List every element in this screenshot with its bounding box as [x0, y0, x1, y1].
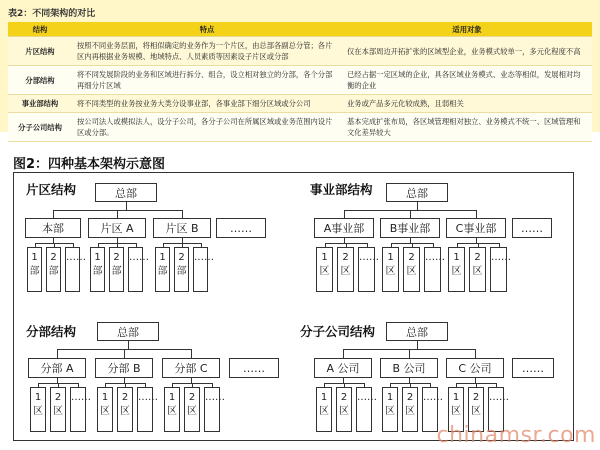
leaf-unit-box [337, 247, 354, 292]
connector-line [476, 210, 477, 218]
leaf-unit-label: 区 [167, 406, 177, 417]
comparison-table [8, 22, 592, 142]
row-target: 基本完成扩张布局，各区域管理相对独立、业务模式不统一、区域管理和文化差异较大 [342, 113, 592, 142]
connector-line [117, 210, 118, 218]
leaf-number: …… [357, 392, 377, 403]
leaf-unit-label: 区 [319, 406, 329, 417]
leaf-unit-box [46, 247, 61, 292]
connector-line [126, 202, 127, 210]
connector-line [343, 349, 344, 358]
leaf-unit-label: 区 [406, 266, 417, 277]
child-node-box: A 公司 [314, 358, 372, 378]
leaf-unit-box [316, 387, 332, 432]
leaf-unit-box [356, 387, 377, 432]
row-feature: 按照不同业务层面，将相似确定的业务作为一个片区，由总部各副总分管；各片区内再根据业务规模、地域特点、人员素质等因素设子片区或分部 [72, 37, 342, 66]
comparison-table-panel [0, 0, 600, 137]
leaf-unit-box [117, 387, 133, 432]
leaf-number: 2 [472, 392, 480, 403]
leaf-unit-box [382, 247, 399, 292]
root-node-box: 总部 [386, 322, 448, 341]
column-header-feature: 特点 [72, 22, 342, 37]
leaf-number: 2 [342, 252, 349, 263]
leaf-number: 2 [50, 252, 57, 263]
leaf-unit-label: 区 [471, 406, 481, 417]
leaf-unit-label: 区 [319, 266, 330, 277]
leaf-unit-box [97, 387, 113, 432]
leaf-unit-label: 部 [48, 266, 59, 277]
leaf-unit-box [90, 247, 105, 292]
leaf-number: 2 [121, 392, 129, 403]
connector-line [53, 210, 54, 218]
leaf-number: 1 [321, 252, 328, 263]
leaf-number: 1 [387, 252, 394, 263]
connector-line [475, 349, 476, 358]
leaf-number: 1 [94, 252, 101, 263]
leaf-number: …… [66, 252, 86, 263]
leaf-unit-box [109, 247, 124, 292]
connector-line [124, 349, 125, 358]
child-node-box: C 公司 [446, 358, 504, 378]
leaf-unit-box [403, 247, 420, 292]
connector-line [410, 210, 411, 218]
leaf-number: 2 [54, 392, 62, 403]
leaf-number: …… [138, 392, 158, 403]
leaf-unit-box [164, 387, 180, 432]
leaf-unit-box [424, 247, 445, 292]
row-feature: 将不同类型的业务按业务大类分设事业部，各事业部下细分区域或分公司 [72, 95, 342, 113]
leaf-number: …… [129, 252, 149, 263]
leaf-unit-label: 部 [176, 266, 187, 277]
leaf-unit-label: 区 [339, 406, 349, 417]
root-node-box: 总部 [97, 322, 159, 341]
leaf-unit-box [336, 387, 352, 432]
leaf-unit-label: 区 [472, 266, 483, 277]
leaf-unit-label: 部 [111, 266, 122, 277]
leaf-number: 2 [406, 392, 414, 403]
connector-line [409, 349, 410, 358]
leaf-number: …… [489, 392, 509, 403]
leaf-unit-label: 区 [451, 266, 462, 277]
leaf-unit-box [27, 247, 42, 292]
section-label-fenbu: 分部结构 [26, 324, 77, 339]
table-title: 表2：不同架构的对比 [8, 9, 96, 19]
watermark-text: chinamsr.com [436, 423, 596, 448]
section-label-fenzi: 分子公司结构 [300, 324, 376, 339]
leaf-unit-box [469, 247, 486, 292]
leaf-unit-box [137, 387, 158, 432]
leaf-unit-box [174, 247, 189, 292]
table-row [8, 37, 592, 66]
connector-line [53, 210, 183, 211]
child-node-box: A事业部 [314, 218, 374, 238]
child-node-box: 片区 B [153, 218, 211, 238]
figure-title: 图2：四种基本架构示意图 [13, 157, 166, 172]
table-header-row [8, 22, 592, 37]
child-node-box: 本部 [25, 218, 81, 238]
leaf-unit-box [382, 387, 398, 432]
leaf-unit-label: 区 [187, 406, 197, 417]
table-row [8, 95, 592, 113]
connector-line [182, 210, 183, 218]
row-structure-name: 片区结构 [8, 37, 72, 66]
leaf-unit-box [402, 387, 418, 432]
leaf-number: …… [491, 252, 511, 263]
child-node-box: 片区 A [88, 218, 146, 238]
leaf-unit-label: 区 [405, 406, 415, 417]
leaf-unit-box [70, 387, 91, 432]
leaf-number: 1 [453, 252, 460, 263]
leaf-number: 1 [159, 252, 166, 263]
leaf-unit-label: 区 [451, 406, 461, 417]
row-feature: 将不同发展阶段的业务和区域进行拆分、组合，设立相对独立的分部，各个分部再细分片区域 [72, 66, 342, 95]
ellipsis-node-box: …… [512, 358, 554, 378]
leaf-unit-label: 区 [120, 406, 130, 417]
leaf-unit-label: 部 [29, 266, 40, 277]
leaf-unit-box [155, 247, 170, 292]
leaf-unit-box [30, 387, 46, 432]
leaf-unit-box [65, 247, 86, 292]
table-row [8, 66, 592, 95]
leaf-number: 1 [31, 252, 38, 263]
leaf-number: 2 [113, 252, 120, 263]
leaf-unit-box [316, 247, 333, 292]
column-header-target: 适用对象 [342, 22, 592, 37]
child-node-box: B事业部 [380, 218, 440, 238]
ellipsis-node-box: …… [229, 358, 279, 378]
child-node-box: B 公司 [380, 358, 438, 378]
column-header-structure: 结构 [8, 22, 72, 37]
row-target: 仅在本部周边开拓扩张的区域型企业，业务模式较单一，多元化程度不高 [342, 37, 592, 66]
ellipsis-node-box: …… [216, 218, 266, 238]
leaf-number: 2 [188, 392, 196, 403]
child-node-box: 分部 A [28, 358, 86, 378]
leaf-number: 2 [408, 252, 415, 263]
row-feature: 按公司法人或模拟法人，设分子公司，各分子公司在所属区域或业务范围内设片区或分部。 [72, 113, 342, 142]
leaf-number: 1 [34, 392, 42, 403]
ellipsis-node-box: …… [512, 218, 552, 238]
row-structure-name: 分子公司结构 [8, 113, 72, 142]
leaf-number: 2 [340, 392, 348, 403]
root-node-box: 总部 [95, 183, 157, 202]
leaf-number: …… [194, 252, 214, 263]
leaf-number: 2 [178, 252, 185, 263]
leaf-number: …… [425, 252, 445, 263]
child-node-box: 分部 C [162, 358, 220, 378]
child-node-box: 分部 B [95, 358, 153, 378]
leaf-number: 1 [101, 392, 109, 403]
row-target: 业务或产品多元化较成熟，且弱相关 [342, 95, 592, 113]
leaf-unit-label: 区 [385, 406, 395, 417]
section-label-pianqu: 片区结构 [26, 182, 77, 197]
leaf-unit-box [358, 247, 379, 292]
leaf-unit-label: 部 [157, 266, 168, 277]
leaf-unit-label: 区 [100, 406, 110, 417]
row-target: 已经占据一定区域的企业，具各区域业务模式、业态等相似，发展相对均衡的企业 [342, 66, 592, 95]
connector-line [417, 202, 418, 210]
child-node-box: C事业部 [446, 218, 506, 238]
leaf-number: …… [423, 392, 443, 403]
leaf-unit-box [128, 247, 149, 292]
connector-line [128, 341, 129, 349]
table-row [8, 113, 592, 142]
leaf-unit-box [184, 387, 200, 432]
leaf-number: 1 [452, 392, 460, 403]
root-node-box: 总部 [386, 183, 448, 202]
leaf-unit-label: 区 [33, 406, 43, 417]
connector-line [191, 349, 192, 358]
connector-line [57, 349, 58, 358]
section-label-shiyebu: 事业部结构 [310, 182, 373, 197]
leaf-unit-label: 区 [53, 406, 63, 417]
leaf-unit-box [193, 247, 214, 292]
leaf-unit-box [490, 247, 511, 292]
row-structure-name: 分部结构 [8, 66, 72, 95]
leaf-number: 1 [168, 392, 176, 403]
leaf-unit-box [50, 387, 66, 432]
leaf-number: …… [359, 252, 379, 263]
leaf-unit-box [448, 247, 465, 292]
row-structure-name: 事业部结构 [8, 95, 72, 113]
leaf-unit-label: 区 [385, 266, 396, 277]
leaf-number: 1 [386, 392, 394, 403]
leaf-unit-label: 区 [340, 266, 351, 277]
leaf-unit-label: 部 [92, 266, 103, 277]
leaf-number: …… [71, 392, 91, 403]
leaf-number: …… [205, 392, 225, 403]
connector-line [344, 210, 345, 218]
connector-line [417, 341, 418, 349]
leaf-unit-box [204, 387, 225, 432]
leaf-number: 1 [320, 392, 328, 403]
leaf-number: 2 [474, 252, 481, 263]
